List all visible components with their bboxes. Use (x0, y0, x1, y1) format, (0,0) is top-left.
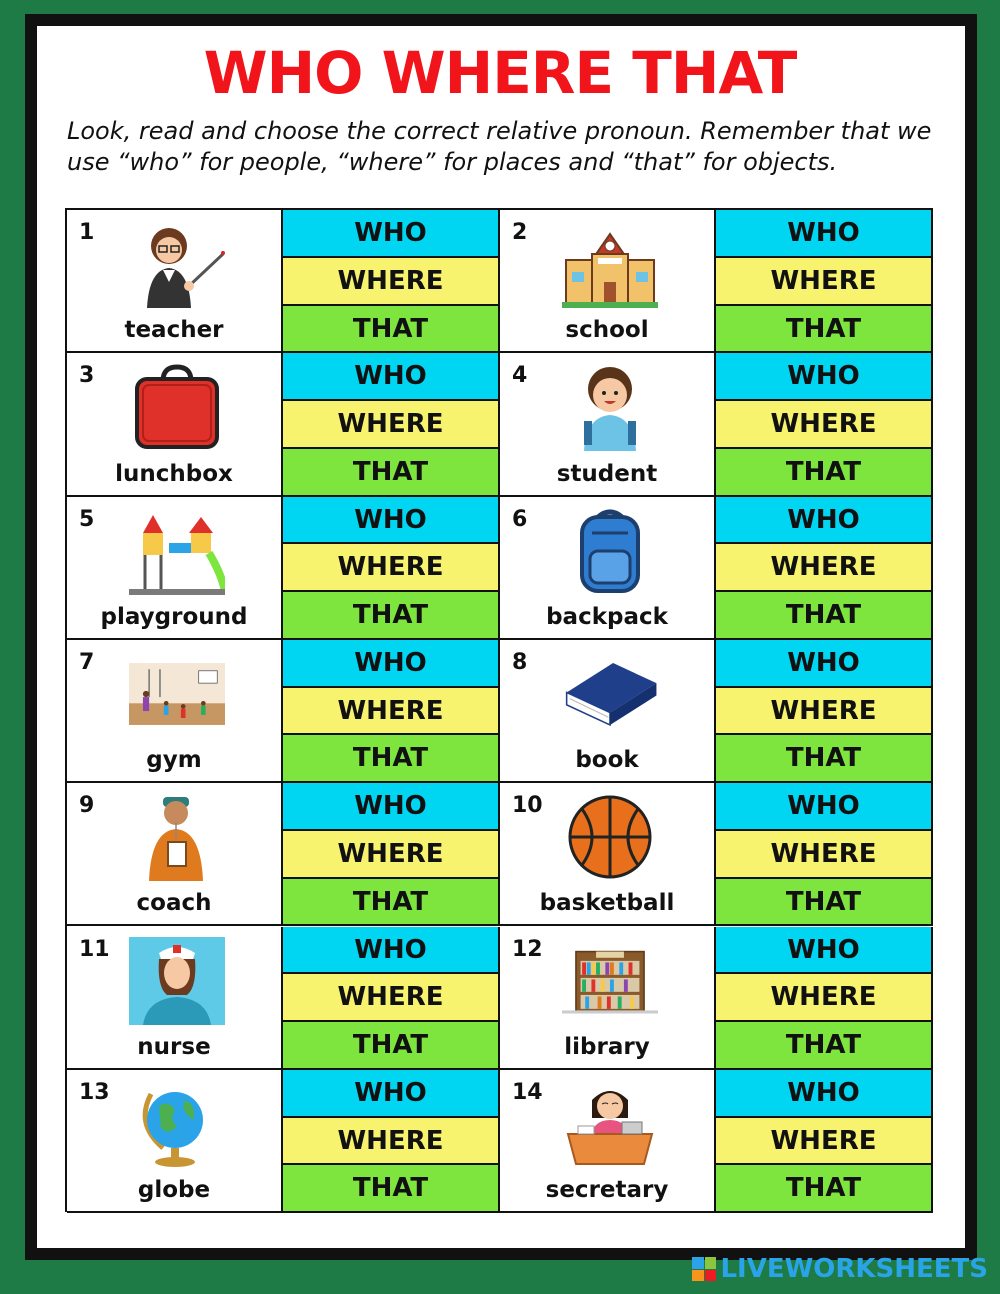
item-9-option-who[interactable]: WHO (283, 783, 500, 831)
item-6-picture-cell (500, 497, 716, 640)
item-4-option-where[interactable]: WHERE (716, 401, 933, 449)
item-word: teacher (124, 317, 224, 344)
item-word: school (565, 317, 649, 344)
item-8-option-who[interactable]: WHO (716, 640, 933, 688)
item-number: 1 (79, 220, 95, 245)
item-6-option-that[interactable]: THAT (716, 592, 933, 640)
item-12-option-that[interactable]: THAT (716, 1022, 933, 1070)
item-11-picture-cell (67, 927, 283, 1070)
basketball-icon (562, 793, 658, 881)
instructions (67, 116, 967, 178)
item-5-option-who[interactable]: WHO (283, 497, 500, 545)
item-number: 4 (512, 363, 528, 389)
item-3-option-who[interactable]: WHO (283, 353, 500, 401)
item-4-option-that[interactable]: THAT (716, 449, 933, 497)
item-2-option-where[interactable]: WHERE (716, 258, 933, 306)
item-word: library (564, 1033, 650, 1060)
item-7-picture-cell (67, 640, 283, 783)
item-3-picture-cell (67, 353, 283, 496)
item-word: student (556, 460, 658, 487)
item-4-picture-cell (500, 353, 716, 496)
book-icon (562, 650, 658, 738)
item-number: 3 (79, 363, 95, 389)
liveworksheets-logo-icon (692, 1257, 716, 1281)
item-number: 2 (512, 220, 528, 245)
item-6-option-who[interactable]: WHO (716, 497, 933, 545)
item-10-option-who[interactable]: WHO (716, 783, 933, 831)
item-word: coach (136, 890, 212, 917)
item-1-option-who[interactable]: WHO (283, 210, 500, 258)
secretary-icon (562, 1080, 658, 1168)
item-13-picture-cell (67, 1070, 283, 1213)
item-2-option-that[interactable]: THAT (716, 306, 933, 354)
item-word: secretary (545, 1177, 669, 1204)
item-10-option-that[interactable]: THAT (716, 879, 933, 927)
item-14-picture-cell (500, 1070, 716, 1213)
nurse-icon (129, 937, 225, 1025)
item-number: 14 (512, 1079, 543, 1105)
item-number: 6 (512, 506, 528, 532)
item-13-option-where[interactable]: WHERE (283, 1118, 500, 1166)
instructions-line-2: use “who” for people, “where” for places and “that” for objects. (67, 148, 838, 176)
item-12-option-who[interactable]: WHO (716, 927, 933, 975)
item-word: lunchbox (115, 460, 233, 487)
item-1-option-where[interactable]: WHERE (283, 258, 500, 306)
item-10-option-where[interactable]: WHERE (716, 831, 933, 879)
item-number: 10 (512, 793, 543, 819)
backpack-icon (562, 507, 658, 595)
item-1-picture-cell (67, 210, 283, 353)
coach-icon (129, 793, 225, 881)
item-word: basketball (539, 890, 675, 917)
item-word: gym (146, 747, 202, 774)
item-14-option-where[interactable]: WHERE (716, 1118, 933, 1166)
item-9-picture-cell (67, 783, 283, 926)
item-8-picture-cell (500, 640, 716, 783)
item-number: 13 (79, 1079, 110, 1105)
teacher-icon (129, 220, 225, 308)
item-3-option-that[interactable]: THAT (283, 449, 500, 497)
item-11-option-where[interactable]: WHERE (283, 974, 500, 1022)
item-12-picture-cell (500, 927, 716, 1070)
brand-name: LIVEWORKSHEETS (720, 1254, 988, 1284)
item-10-picture-cell (500, 783, 716, 926)
page-title: WHO WHERE THAT (203, 39, 797, 107)
item-5-option-where[interactable]: WHERE (283, 544, 500, 592)
item-1-option-that[interactable]: THAT (283, 306, 500, 354)
item-number: 5 (79, 506, 95, 532)
gym-icon (129, 650, 225, 738)
item-number: 7 (79, 649, 95, 675)
item-8-option-where[interactable]: WHERE (716, 688, 933, 736)
lunchbox-icon (129, 363, 225, 451)
item-word: globe (137, 1177, 211, 1204)
item-14-option-that[interactable]: THAT (716, 1165, 933, 1213)
item-6-option-where[interactable]: WHERE (716, 544, 933, 592)
item-11-option-that[interactable]: THAT (283, 1022, 500, 1070)
instructions-line-1: Look, read and choose the correct relative pronoun. Remember that we (67, 117, 932, 145)
item-2-picture-cell (500, 210, 716, 353)
globe-icon (129, 1080, 225, 1168)
item-number: 12 (512, 936, 543, 962)
item-3-option-where[interactable]: WHERE (283, 401, 500, 449)
item-9-option-that[interactable]: THAT (283, 879, 500, 927)
item-13-option-who[interactable]: WHO (283, 1070, 500, 1118)
student-icon (562, 363, 658, 451)
liveworksheets-logo (692, 1254, 988, 1284)
item-8-option-that[interactable]: THAT (716, 735, 933, 783)
playground-icon (129, 507, 225, 595)
item-12-option-where[interactable]: WHERE (716, 974, 933, 1022)
item-word: nurse (137, 1033, 211, 1060)
item-number: 11 (79, 936, 110, 962)
item-4-option-who[interactable]: WHO (716, 353, 933, 401)
item-7-option-that[interactable]: THAT (283, 735, 500, 783)
library-icon (562, 937, 658, 1025)
item-9-option-where[interactable]: WHERE (283, 831, 500, 879)
school-building-icon (562, 220, 658, 308)
item-13-option-that[interactable]: THAT (283, 1165, 500, 1213)
item-11-option-who[interactable]: WHO (283, 927, 500, 975)
item-5-picture-cell (67, 497, 283, 640)
item-word: backpack (546, 603, 668, 630)
item-number: 8 (512, 649, 528, 675)
item-7-option-where[interactable]: WHERE (283, 688, 500, 736)
item-number: 9 (79, 793, 95, 819)
exercise-grid (65, 208, 933, 1212)
item-7-option-who[interactable]: WHO (283, 640, 500, 688)
item-2-option-who[interactable]: WHO (716, 210, 933, 258)
item-word: book (575, 747, 639, 774)
item-5-option-that[interactable]: THAT (283, 592, 500, 640)
item-word: playground (100, 603, 248, 630)
item-14-option-who[interactable]: WHO (716, 1070, 933, 1118)
